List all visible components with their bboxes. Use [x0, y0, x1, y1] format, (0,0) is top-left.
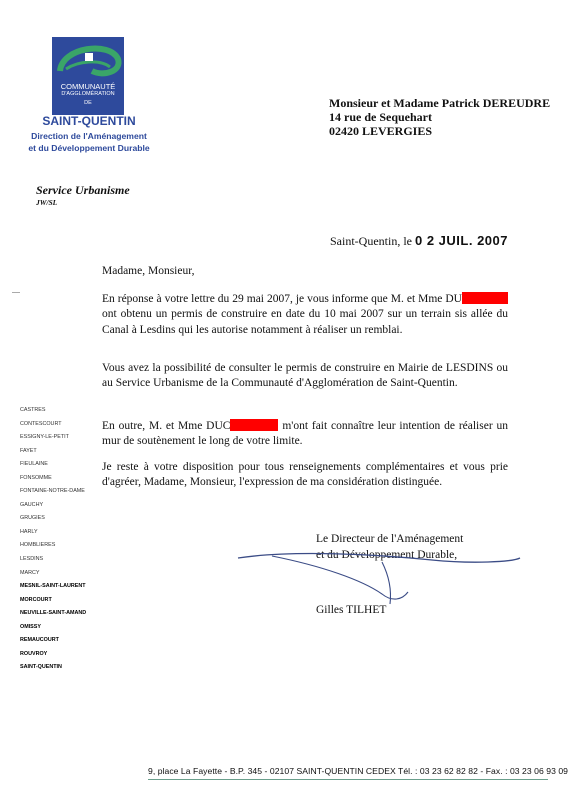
paragraph-3-end: m'ont fait connaître leur intention de réaliser un mur de soutènement le long de votre limite. [102, 420, 509, 448]
salutation: Madame, Monsieur, [102, 265, 195, 277]
recipient-city: 02420 LEVERGIES [329, 124, 433, 138]
service-name: Service Urbanisme [36, 183, 130, 197]
date-line [330, 233, 508, 249]
logo-text-line1: COMMUNAUTÉ [60, 82, 116, 91]
commune-item: MORCOURT [20, 596, 52, 603]
commune-item: FONSOMME [20, 474, 52, 481]
commune-item: CASTRES [20, 407, 46, 413]
commune-item: ESSIGNY-LE-PETIT [20, 434, 69, 441]
redaction-box [230, 419, 278, 431]
signature-title-line2: et du Développement Durable, [316, 549, 458, 561]
commune-item: FIEULAINE [20, 461, 48, 468]
department-line2: et du Développement Durable [28, 143, 150, 153]
commune-item: CONTESCOURT [20, 420, 62, 427]
reference-initials: JW/SL [36, 198, 58, 207]
commune-item: GAUCHY [20, 501, 44, 508]
commune-item: SAINT-QUENTIN [20, 664, 62, 671]
signatory-name: Gilles TILHET [316, 604, 387, 616]
commune-item: FONTAINE-NOTRE-DAME [20, 488, 85, 495]
logo-city: SAINT-QUENTIN [42, 114, 136, 128]
redaction-box [462, 292, 508, 304]
date-stamp: 0 2 JUIL. 2007 [414, 233, 508, 248]
date-prefix: Saint-Quentin, le [330, 234, 415, 248]
commune-item: FAYET [20, 447, 37, 454]
signature-title-line1: Le Directeur de l'Aménagement [316, 533, 464, 545]
paragraph-1 [102, 292, 508, 338]
logo-text-line2: D'AGGLOMÉRATION [61, 91, 115, 97]
recipient-street: 14 rue de Sequehart [329, 110, 432, 124]
commune-item: GRUGIES [20, 515, 45, 522]
paragraph-3-start: En outre, M. et Mme DUC [102, 420, 231, 432]
paragraph-4: Je reste à votre disposition pour tous renseignements complémentaires et vous prie d'agréer, Madame, Monsieur, l'expression de ma considération distinguée. [102, 461, 508, 489]
commune-item: HOMBLIERES [20, 542, 56, 549]
commune-item: MARCY [20, 569, 40, 576]
department-line1: Direction de l'Aménagement [31, 131, 147, 141]
commune-item: HARLY [20, 528, 38, 535]
paragraph-1-end: ont obtenu un permis de construire en date du 10 mai 2007 sur un terrain sis allée du Canal à Lesdins qui les autorise notamment à réaliser un remblai. [102, 308, 508, 336]
commune-item: NEUVILLE-SAINT-AMAND [20, 610, 87, 617]
paragraph-3 [102, 419, 508, 450]
recipient-name: Monsieur et Madame Patrick DEREUDRE [329, 96, 551, 110]
commune-item: MESNIL-SAINT-LAURENT [20, 583, 86, 590]
communes-list [20, 404, 86, 675]
commune-item: ROUVROY [20, 650, 48, 657]
paragraph-1-start: En réponse à votre lettre du 29 mai 2007, je vous informe que M. et Mme DU [102, 293, 462, 305]
commune-item: REMAUCOURT [20, 637, 59, 644]
logo-text-line3: DE [84, 100, 92, 106]
commune-item: LESDINS [20, 556, 44, 563]
footer-address: 9, place La Fayette - B.P. 345 - 02107 SAINT-QUENTIN CEDEX Tél. : 03 23 62 82 82 - Fax. : 03 23 06 93 09 [148, 766, 568, 776]
footer-divider [148, 779, 548, 780]
paragraph-2: Vous avez la possibilité de consulter le permis de construire en Mairie de LESDINS ou au Service Urbanisme de la Communauté d'Agglomération de Saint-Quentin. [102, 362, 508, 390]
commune-item: OMISSY [20, 623, 41, 630]
fold-mark [12, 292, 20, 293]
